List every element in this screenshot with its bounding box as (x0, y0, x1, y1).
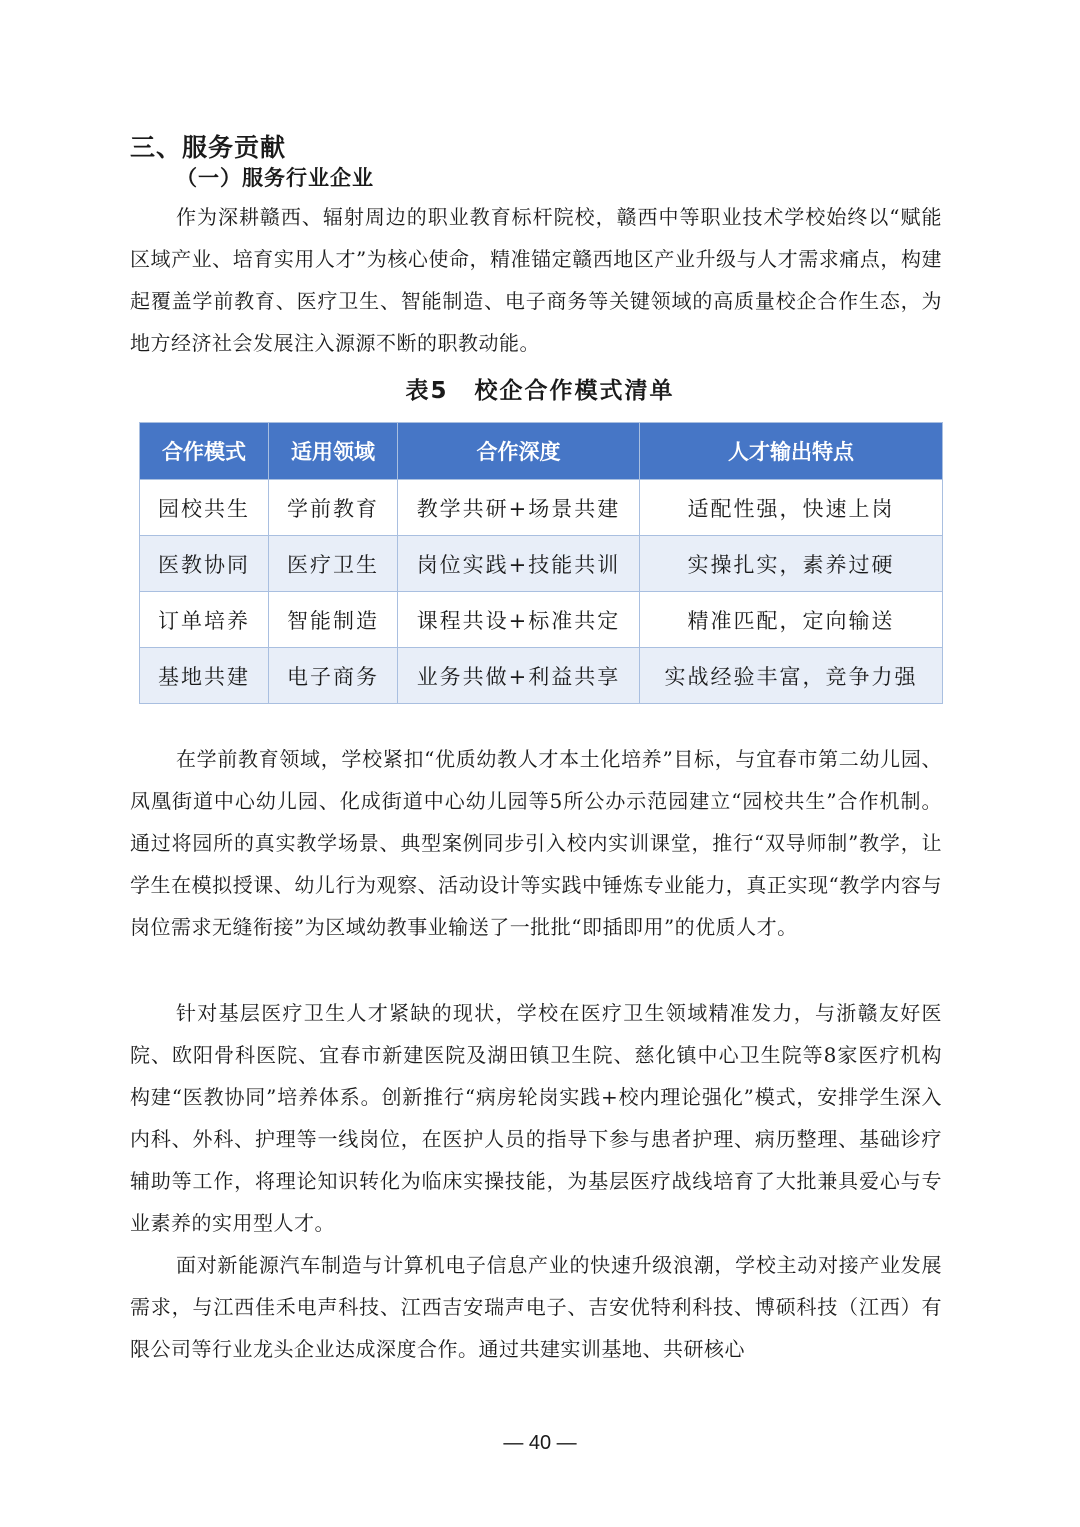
table-title: 校企合作模式清单 (474, 378, 675, 404)
table-cell: 订单培养 (140, 592, 269, 648)
section-heading: 三、服务贡献 (130, 133, 287, 162)
table-header-cell: 适用领域 (269, 423, 398, 480)
table-number: 表5 (405, 378, 449, 404)
table-cell: 业务共做+利益共享 (398, 648, 640, 704)
intro-paragraph: 作为深耕赣西、辐射周边的职业教育标杆院校，赣西中等职业技术学校始终以“赋能区域产业、培育实用人才”为核心使命，精准锚定赣西地区产业升级与人才需求痛点，构建起覆盖学前教育、医疗卫生、智能制造、电子商务等关键领域的高质量校企合作生态，为地方经济社会发展注入源源不断的职教动能。 (130, 205, 942, 355)
table-row (140, 648, 943, 704)
cooperation-table (139, 422, 943, 704)
table-cell: 岗位实践+技能共训 (398, 536, 640, 592)
table-row (140, 480, 943, 536)
subsection-heading: （一）服务行业企业 (176, 166, 374, 190)
table-cell: 智能制造 (269, 592, 398, 648)
paragraph-medical: 针对基层医疗卫生人才紧缺的现状，学校在医疗卫生领域精准发力，与浙赣友好医院、欧阳骨科医院、宜春市新建医院及湖田镇卫生院、慈化镇中心卫生院等8家医疗机构构建“医教协同”培养体系。创新推行“病房轮岗实践+校内理论强化”模式，安排学生深入内科、外科、护理等一线岗位，在医护人员的指导下参与患者护理、病历整理、基础诊疗辅助等工作，将理论知识转化为临床实操技能，为基层医疗战线培育了大批兼具爱心与专业素养的实用型人才。 (130, 1001, 942, 1235)
paragraph-manufacturing: 面对新能源汽车制造与计算机电子信息产业的快速升级浪潮，学校主动对接产业发展需求，与江西佳禾电声科技、江西吉安瑞声电子、吉安优特利科技、博硕科技（江西）有限公司等行业龙头企业达成深度合作。通过共建实训基地、共研核心 (130, 1253, 942, 1361)
paragraph-preschool: 在学前教育领域，学校紧扣“优质幼教人才本土化培养”目标，与宜春市第二幼儿园、凤凰街道中心幼儿园、化成街道中心幼儿园等5所公办示范园建立“园校共生”合作机制。通过将园所的真实教学场景、典型案例同步引入校内实训课堂，推行“双导师制”教学，让学生在模拟授课、幼儿行为观察、活动设计等实践中锤炼专业能力，真正实现“教学内容与岗位需求无缝衔接”为区域幼教事业输送了一批批“即插即用”的优质人才。 (130, 747, 942, 939)
table-cell: 课程共设+标准共定 (398, 592, 640, 648)
table-cell: 基地共建 (140, 648, 269, 704)
table-cell: 医疗卫生 (269, 536, 398, 592)
table-row (140, 592, 943, 648)
page-number: — 40 — (503, 1432, 577, 1454)
table-header-row (140, 423, 943, 480)
table-cell: 园校共生 (140, 480, 269, 536)
table-header-cell: 合作模式 (140, 423, 269, 480)
table-header-cell: 合作深度 (398, 423, 640, 480)
table-cell: 电子商务 (269, 648, 398, 704)
table-cell: 实操扎实，素养过硬 (640, 536, 943, 592)
table-header-cell: 人才输出特点 (640, 423, 943, 480)
table-cell: 医教协同 (140, 536, 269, 592)
table-cell: 适配性强，快速上岗 (640, 480, 943, 536)
table-cell: 学前教育 (269, 480, 398, 536)
table-row (140, 536, 943, 592)
table-cell: 精准匹配，定向输送 (640, 592, 943, 648)
table-cell: 实战经验丰富，竞争力强 (640, 648, 943, 704)
table-cell: 教学共研+场景共建 (398, 480, 640, 536)
table-caption (0, 372, 1080, 405)
